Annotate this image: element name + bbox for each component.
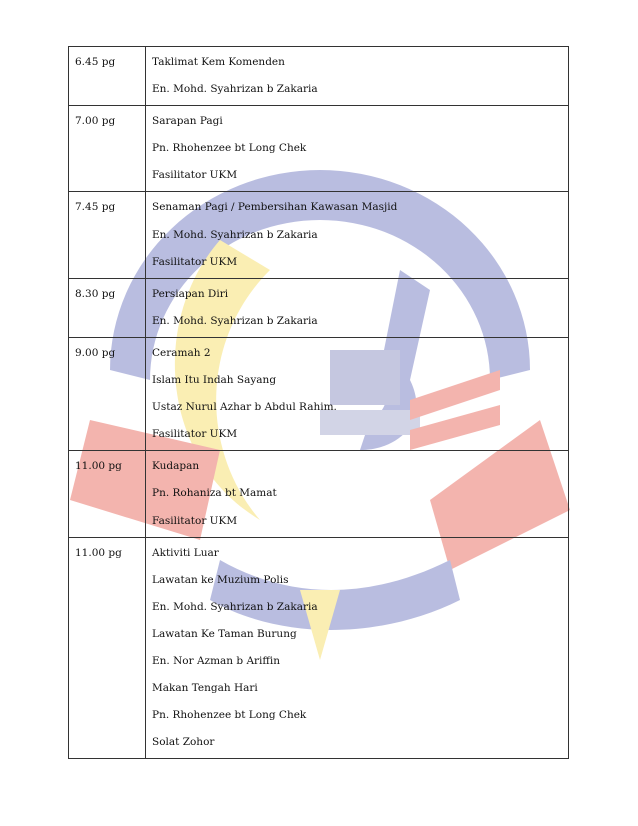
activity-cell [146, 278, 569, 337]
time-cell: 9.00 pg [69, 337, 146, 450]
activity-cell [146, 337, 569, 450]
time-cell: 11.00 pg [69, 451, 146, 537]
schedule-row [69, 47, 569, 106]
time-cell: 6.45 pg [69, 47, 146, 106]
activity-line: Sarapan Pagi [152, 115, 223, 128]
activity-line: Pn. Rhohenzee bt Long Chek [152, 142, 307, 155]
activity-line: Lawatan Ke Taman Burung [152, 627, 297, 640]
schedule-row [69, 537, 569, 759]
activity-line: Makan Tengah Hari [152, 682, 258, 695]
activity-line: Ceramah 2 [152, 346, 211, 359]
schedule-row [69, 278, 569, 337]
activity-line: Fasilitator UKM [152, 428, 238, 441]
schedule-table [68, 46, 569, 759]
activity-cell [146, 106, 569, 192]
activity-line: Kudapan [152, 460, 200, 473]
time-cell: 11.00 pg [69, 537, 146, 759]
activity-line: Lawatan ke Muzium Polis [152, 573, 289, 586]
activity-line: Senaman Pagi / Pembersihan Kawasan Masjid [152, 201, 398, 214]
activity-line: En. Mohd. Syahrizan b Zakaria [152, 314, 318, 327]
activity-line: Pn. Rhohenzee bt Long Chek [152, 709, 307, 722]
schedule-row [69, 451, 569, 537]
activity-line: Persiapan Diri [152, 287, 229, 300]
activity-cell [146, 192, 569, 278]
activity-line: Islam Itu Indah Sayang [152, 374, 277, 387]
activity-line: Taklimat Kem Komenden [152, 56, 285, 68]
activity-line: Fasilitator UKM [152, 514, 238, 527]
activity-line: Aktiviti Luar [152, 546, 219, 559]
activity-line: Fasilitator UKM [152, 255, 238, 268]
activity-line: Ustaz Nurul Azhar b Abdul Rahim. [152, 401, 337, 414]
time-cell: 8.30 pg [69, 278, 146, 337]
activity-line: En. Mohd. Syahrizan b Zakaria [152, 600, 318, 613]
activity-line: Solat Zohor [152, 736, 215, 749]
activity-line: Fasilitator UKM [152, 169, 238, 182]
activity-cell [146, 47, 569, 106]
schedule-row [69, 337, 569, 450]
schedule-row [69, 106, 569, 192]
activity-line: En. Mohd. Syahrizan b Zakaria [152, 228, 318, 241]
schedule-row [69, 192, 569, 278]
time-cell: 7.00 pg [69, 106, 146, 192]
activity-line: En. Nor Azman b Ariffin [152, 654, 280, 667]
activity-cell [146, 451, 569, 537]
activity-line: Pn. Rohaniza bt Mamat [152, 487, 277, 500]
time-cell: 7.45 pg [69, 192, 146, 278]
activity-cell [146, 537, 569, 759]
activity-line: En. Mohd. Syahrizan b Zakaria [152, 83, 318, 96]
